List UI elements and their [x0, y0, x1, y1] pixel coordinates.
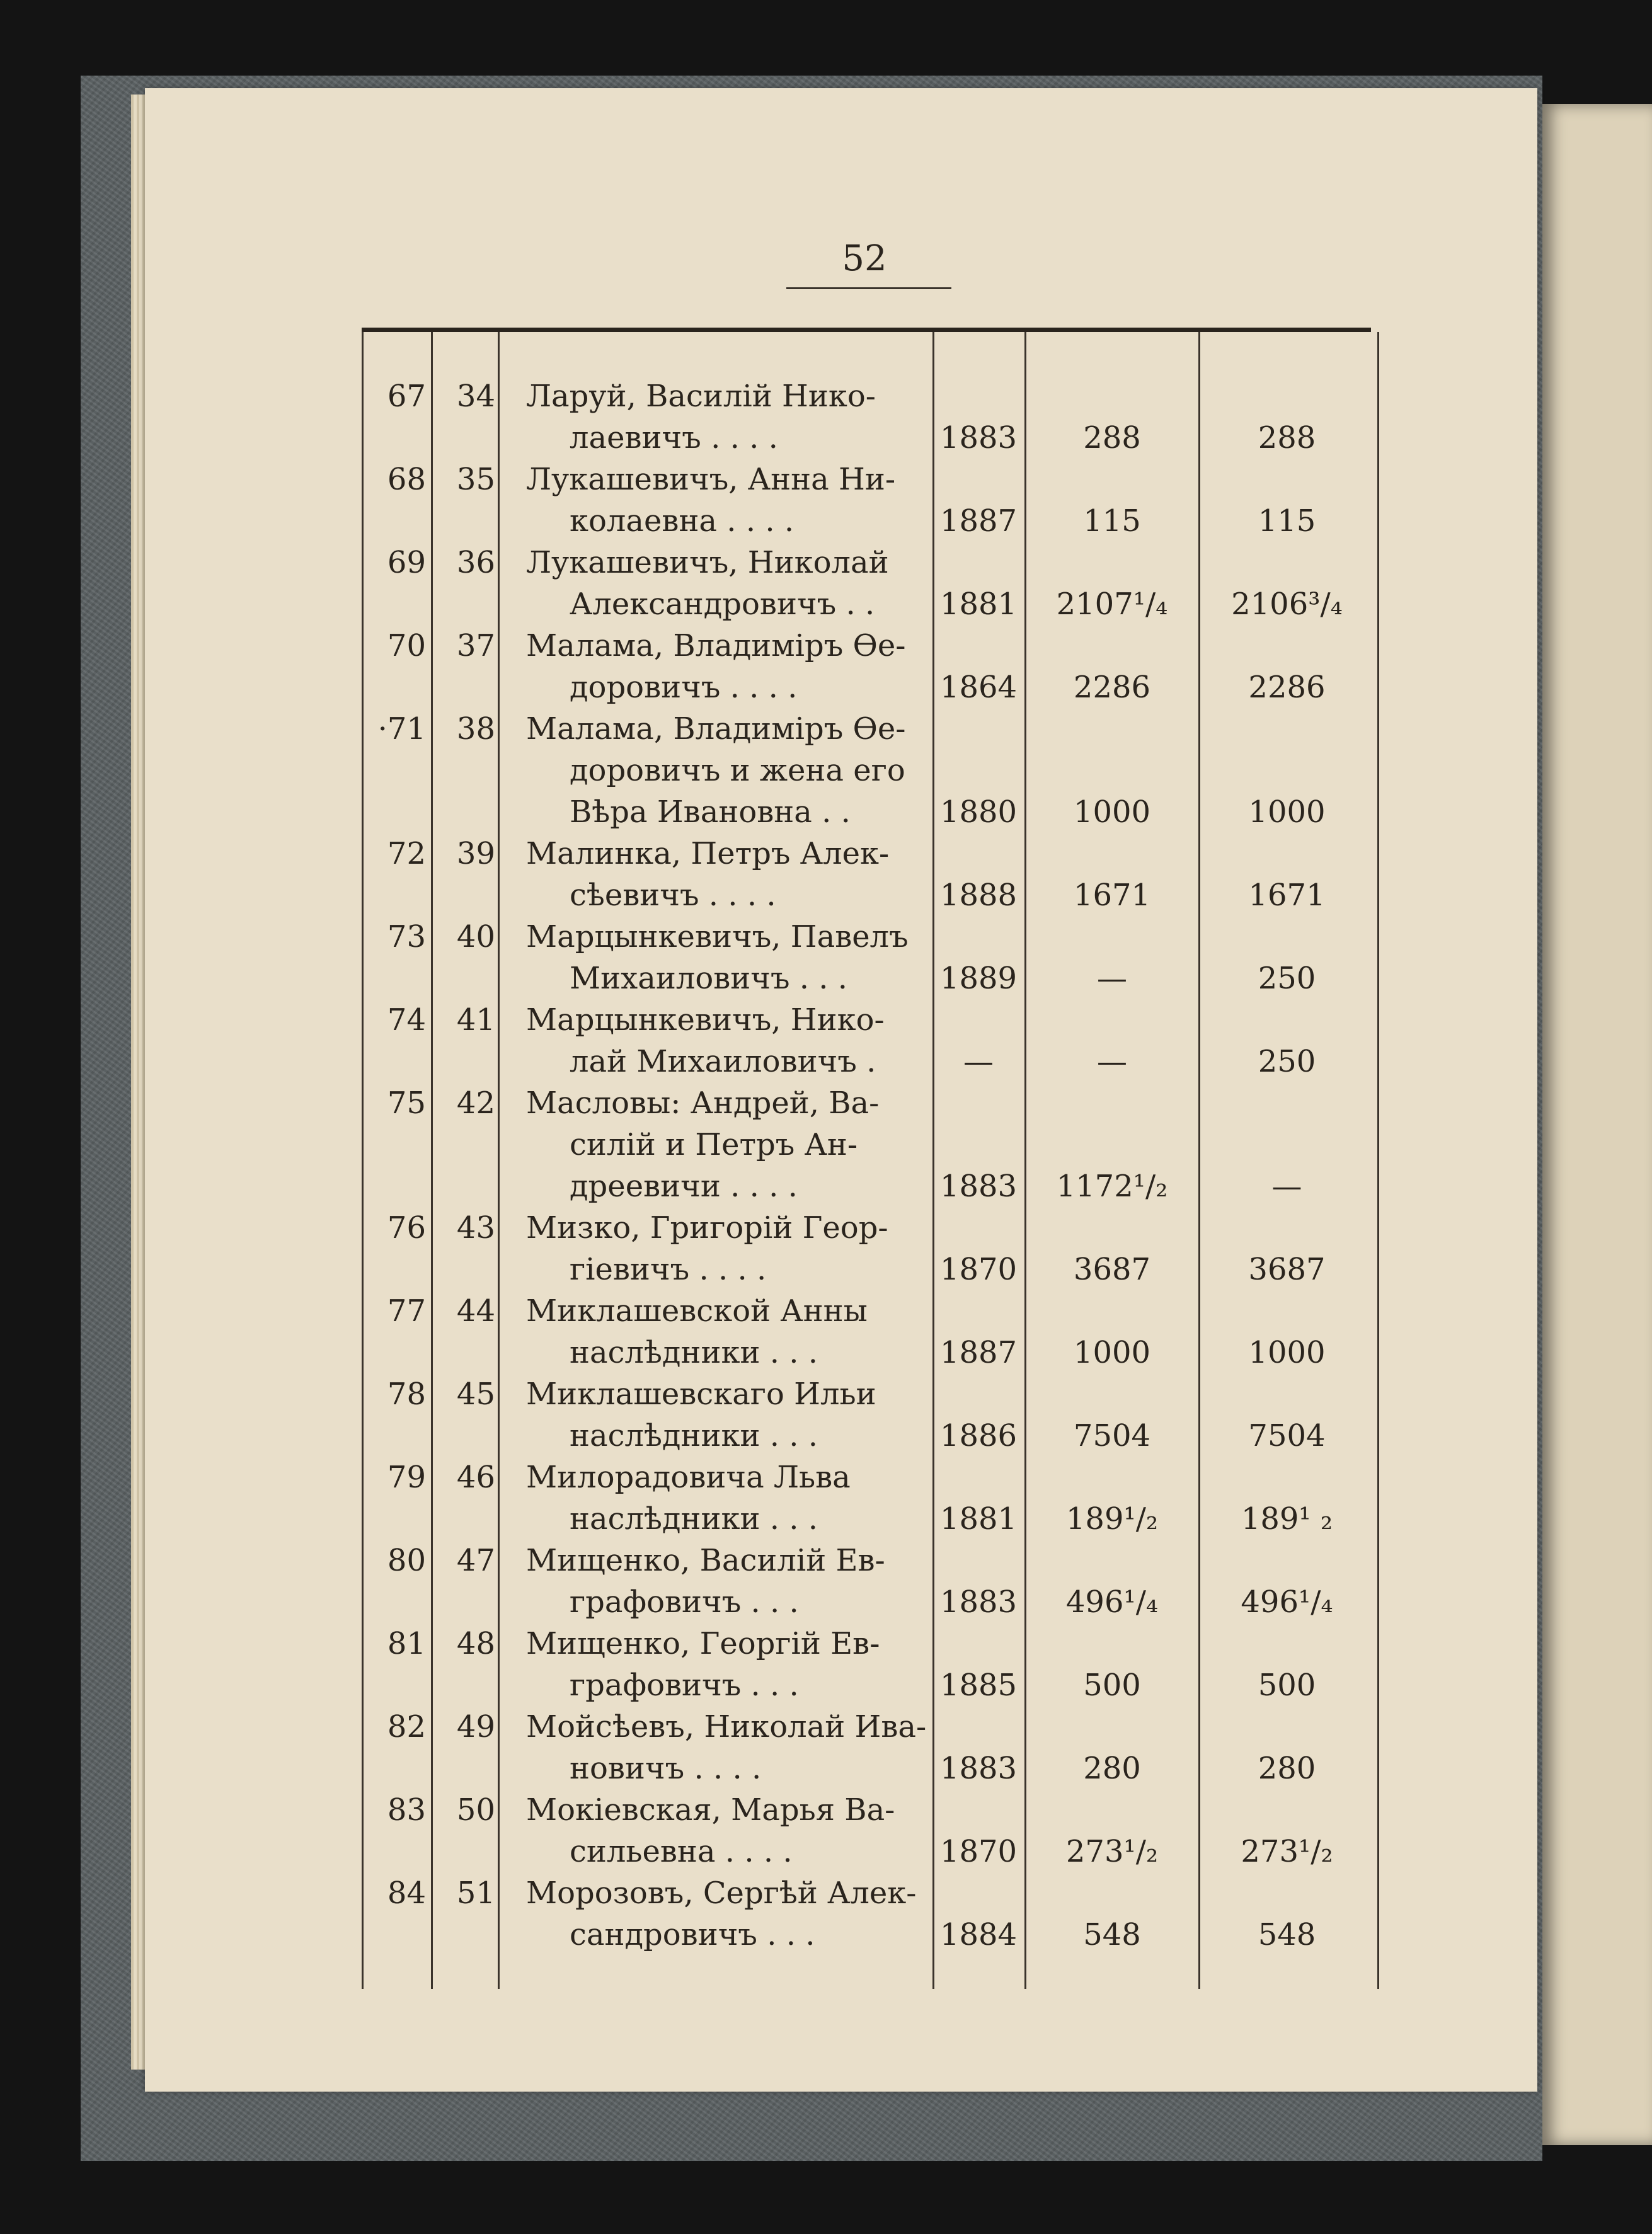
entry-amount-b: 3687 [1248, 1252, 1326, 1287]
facing-page-edge [1542, 104, 1652, 2145]
entry-amount-b: 250 [1258, 961, 1316, 996]
entry-amount-b: 250 [1258, 1044, 1316, 1079]
entry-name-line: Миклашевскаго Ильи [526, 1377, 876, 1412]
entry-name-line: графовичъ . . . [570, 1668, 799, 1703]
entry-number: 78 [387, 1377, 426, 1412]
entry-number: 73 [387, 919, 426, 954]
entry-name-line: силій и Петръ Ан- [570, 1127, 858, 1162]
entry-subnumber: 43 [456, 1210, 495, 1246]
entry-name-line: Мизко, Григорій Геор- [526, 1210, 888, 1246]
entry-subnumber: 42 [456, 1085, 495, 1121]
entry-amount-b: 500 [1258, 1668, 1316, 1703]
entry-name-line: лай Михаиловичъ . [570, 1044, 876, 1079]
entry-name-line: колаевна . . . . [570, 503, 794, 539]
entry-year: 1883 [939, 1169, 1018, 1204]
entry-name-line: Мокіевская, Марья Ва- [526, 1792, 895, 1828]
entry-subnumber: 49 [456, 1709, 495, 1744]
entry-amount-b: 2106³/₄ [1231, 587, 1343, 622]
entry-amount-a: 2286 [1073, 670, 1151, 705]
entry-subnumber: 35 [456, 462, 495, 497]
entry-amount-b: 548 [1258, 1917, 1316, 1952]
entry-subnumber: 36 [456, 545, 495, 580]
entry-amount-b: 7504 [1248, 1418, 1326, 1453]
entry-name-line: Мищенко, Георгій Ев- [526, 1626, 880, 1661]
entry-name-line: Малама, Владиміръ Ѳе- [526, 711, 906, 747]
entry-name-line: Александровичъ . . [570, 587, 875, 622]
entry-number: 82 [387, 1709, 426, 1744]
entry-amount-b: 288 [1258, 420, 1316, 455]
entry-amount-a: 1172¹/₂ [1056, 1169, 1168, 1204]
entry-amount-a: 288 [1083, 420, 1141, 455]
entry-name-line: Масловы: Андрей, Ва- [526, 1085, 880, 1121]
entry-amount-a: 1671 [1073, 878, 1151, 913]
entry-number: 79 [387, 1460, 426, 1495]
entry-year: 1881 [939, 1501, 1018, 1537]
entry-subnumber: 50 [456, 1792, 495, 1828]
entry-number: 69 [387, 545, 426, 580]
entry-name-line: наслѣдники . . . [570, 1418, 818, 1453]
entry-name-line: гіевичъ . . . . [570, 1252, 767, 1287]
entry-number: 68 [387, 462, 426, 497]
entry-amount-a: 496¹/₄ [1065, 1584, 1159, 1620]
entry-name-line: сильевна . . . . [570, 1834, 793, 1869]
entry-amount-a: 2107¹/₄ [1056, 587, 1168, 622]
entry-subnumber: 51 [456, 1876, 495, 1911]
table-left-border [362, 332, 364, 1989]
entry-name-line: наслѣдники . . . [570, 1501, 818, 1537]
entry-name-line: наслѣдники . . . [570, 1335, 818, 1370]
entry-year: 1885 [939, 1668, 1018, 1703]
entry-year: 1883 [939, 1751, 1018, 1786]
entry-number: 74 [387, 1002, 426, 1038]
entry-name-line: Михаиловичъ . . . [570, 961, 848, 996]
entry-amount-b: — [1271, 1169, 1302, 1204]
entry-number: 83 [387, 1792, 426, 1828]
page-number-underline [786, 287, 951, 289]
entry-number: 75 [387, 1085, 426, 1121]
entry-number: 67 [387, 379, 426, 414]
table-top-rule [362, 328, 1371, 332]
entry-name-line: Мойсѣевъ, Николай Ива- [526, 1709, 927, 1744]
entry-number: ·71 [377, 711, 426, 747]
column-divider [1198, 332, 1200, 1989]
entry-name-line: Малинка, Петръ Алек- [526, 836, 890, 871]
entry-amount-b: 189¹ ₂ [1241, 1501, 1333, 1537]
entry-year: 1888 [939, 878, 1018, 913]
entry-name-line: лаевичъ . . . . [570, 420, 778, 455]
entry-name-line: Миклашевской Анны [526, 1293, 868, 1329]
entry-name-line: сѣевичъ . . . . [570, 878, 776, 913]
entry-subnumber: 40 [456, 919, 495, 954]
entry-subnumber: 44 [456, 1293, 495, 1329]
entry-amount-b: 280 [1258, 1751, 1316, 1786]
entry-amount-a: 273¹/₂ [1065, 1834, 1159, 1869]
entry-amount-b: 273¹/₂ [1241, 1834, 1333, 1869]
entry-year: 1880 [939, 794, 1018, 830]
entry-amount-a: 189¹/₂ [1065, 1501, 1159, 1537]
entry-name-line: Вѣра Ивановна . . [570, 794, 851, 830]
page-number: 52 [842, 238, 887, 279]
entry-name-line: Мищенко, Василій Ев- [526, 1543, 885, 1578]
entry-amount-b: 1671 [1248, 878, 1326, 913]
entry-year: 1883 [939, 1584, 1018, 1620]
entry-amount-b: 496¹/₄ [1241, 1584, 1333, 1620]
entry-amount-a: 3687 [1073, 1252, 1151, 1287]
entry-name-line: Милорадовича Льва [526, 1460, 851, 1495]
entry-subnumber: 45 [456, 1377, 495, 1412]
column-divider [1024, 332, 1026, 1989]
entry-amount-b: 1000 [1248, 1335, 1326, 1370]
entry-amount-a: 7504 [1073, 1418, 1151, 1453]
entry-number: 76 [387, 1210, 426, 1246]
entry-amount-a: — [1097, 961, 1127, 996]
entry-name-line: доровичъ и жена его [570, 753, 905, 788]
column-divider [932, 332, 934, 1989]
entry-subnumber: 46 [456, 1460, 495, 1495]
entry-year: 1889 [939, 961, 1018, 996]
entry-name-line: Малама, Владиміръ Ѳе- [526, 628, 906, 663]
entry-amount-b: 2286 [1248, 670, 1326, 705]
entry-subnumber: 38 [456, 711, 495, 747]
column-divider [498, 332, 500, 1989]
entry-year: 1881 [939, 587, 1018, 622]
entry-year: — [963, 1044, 994, 1079]
entry-number: 72 [387, 836, 426, 871]
entry-subnumber: 34 [456, 379, 495, 414]
entry-year: 1883 [939, 420, 1018, 455]
entry-amount-a: 1000 [1073, 794, 1151, 830]
entry-name-line: Ларуй, Василій Нико- [526, 379, 876, 414]
entry-name-line: Марцынкевичъ, Нико- [526, 1002, 885, 1038]
entry-name-line: дреевичи . . . . [570, 1169, 798, 1204]
column-divider [431, 332, 433, 1989]
entry-amount-a: 280 [1083, 1751, 1141, 1786]
entry-year: 1870 [939, 1834, 1018, 1869]
entry-year: 1870 [939, 1252, 1018, 1287]
entry-number: 80 [387, 1543, 426, 1578]
entry-subnumber: 48 [456, 1626, 495, 1661]
entry-name-line: Лукашевичъ, Анна Ни- [526, 462, 896, 497]
entry-name-line: графовичъ . . . [570, 1584, 799, 1620]
entry-amount-a: — [1097, 1044, 1127, 1079]
entry-year: 1887 [939, 503, 1018, 539]
entry-amount-a: 1000 [1073, 1335, 1151, 1370]
entry-name-line: новичъ . . . . [570, 1751, 762, 1786]
entry-subnumber: 37 [456, 628, 495, 663]
entry-name-line: Морозовъ, Сергѣй Алек- [526, 1876, 917, 1911]
entry-number: 77 [387, 1293, 426, 1329]
entry-subnumber: 41 [456, 1002, 495, 1038]
table-right-border [1377, 332, 1379, 1989]
entry-number: 81 [387, 1626, 426, 1661]
entry-amount-b: 1000 [1248, 794, 1326, 830]
entry-year: 1886 [939, 1418, 1018, 1453]
entry-amount-a: 500 [1083, 1668, 1141, 1703]
entry-name-line: Лукашевичъ, Николай [526, 545, 889, 580]
entry-number: 84 [387, 1876, 426, 1911]
entry-number: 70 [387, 628, 426, 663]
entry-subnumber: 39 [456, 836, 495, 871]
entry-name-line: сандровичъ . . . [570, 1917, 815, 1952]
entry-year: 1884 [939, 1917, 1018, 1952]
entry-year: 1864 [939, 670, 1018, 705]
entry-name-line: Марцынкевичъ, Павелъ [526, 919, 909, 954]
entry-amount-b: 115 [1258, 503, 1316, 539]
entry-amount-a: 548 [1083, 1917, 1141, 1952]
entry-amount-a: 115 [1083, 503, 1141, 539]
entry-name-line: доровичъ . . . . [570, 670, 798, 705]
entry-subnumber: 47 [456, 1543, 495, 1578]
entry-year: 1887 [939, 1335, 1018, 1370]
